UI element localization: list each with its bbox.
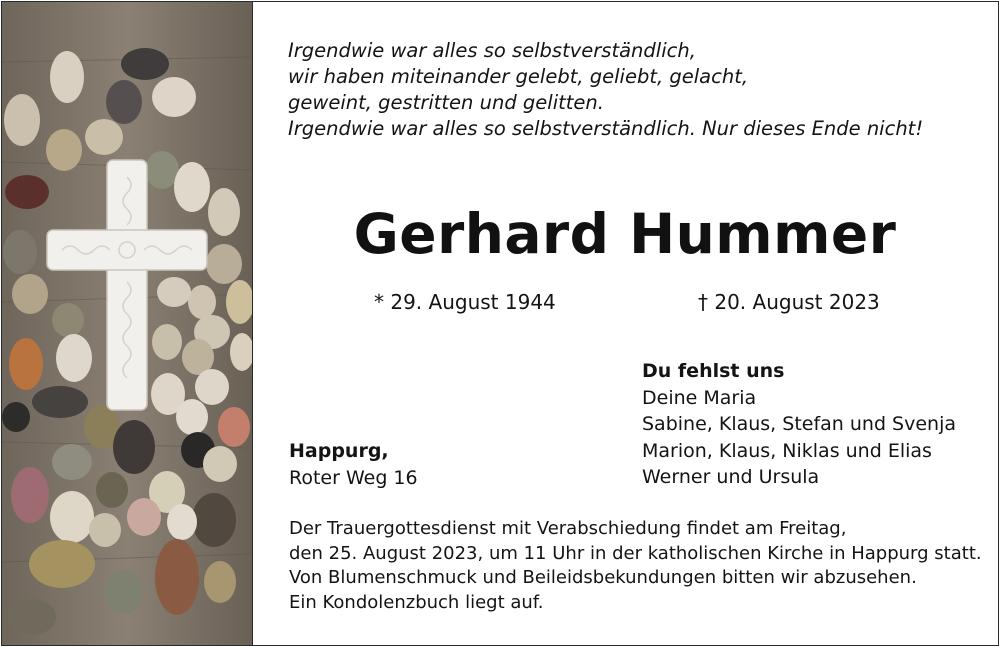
address (289, 438, 418, 491)
address-place: Happurg, (289, 440, 389, 462)
mourners-heading: Du fehlst uns (642, 360, 785, 382)
service-line: Der Trauergottesdienst mit Verabschiedung findet am Freitag, (289, 518, 847, 539)
poem-line: Irgendwie war alles so selbstverständlich. Nur dieses Ende nicht! (288, 117, 924, 140)
mourner-line: Marion, Klaus, Niklas und Elias (642, 439, 932, 462)
death-date: † 20. August 2023 (698, 290, 880, 314)
poem-line: geweint, gestritten und gelitten. (288, 91, 604, 114)
mourner-line: Werner und Ursula (642, 466, 820, 488)
service-line: Ein Kondolenzbuch liegt auf. (289, 591, 544, 613)
birth-date: * 29. August 1944 (374, 290, 556, 314)
poem-line: Irgendwie war alles so selbstverständlich, (288, 39, 696, 62)
service-line: den 25. August 2023, um 11 Uhr in der katholischen Kirche in Happurg statt. (289, 542, 982, 564)
poem (288, 38, 923, 142)
address-street: Roter Weg 16 (289, 466, 418, 489)
poem-line: wir haben miteinander gelebt, geliebt, gelacht, (288, 65, 749, 88)
cross-pebbles-illustration (2, 2, 252, 645)
obituary-notice (1, 1, 999, 646)
cross-pebbles-photo (2, 2, 253, 645)
deceased-name: Gerhard Hummer (353, 202, 897, 266)
mourner-line: Deine Maria (642, 386, 757, 409)
mourner-line: Sabine, Klaus, Stefan und Svenja (642, 413, 957, 435)
mourners-list (642, 358, 956, 491)
service-info (289, 517, 982, 615)
service-line: Von Blumenschmuck und Beileidsbekundungen bitten wir abzusehen. (289, 567, 917, 588)
